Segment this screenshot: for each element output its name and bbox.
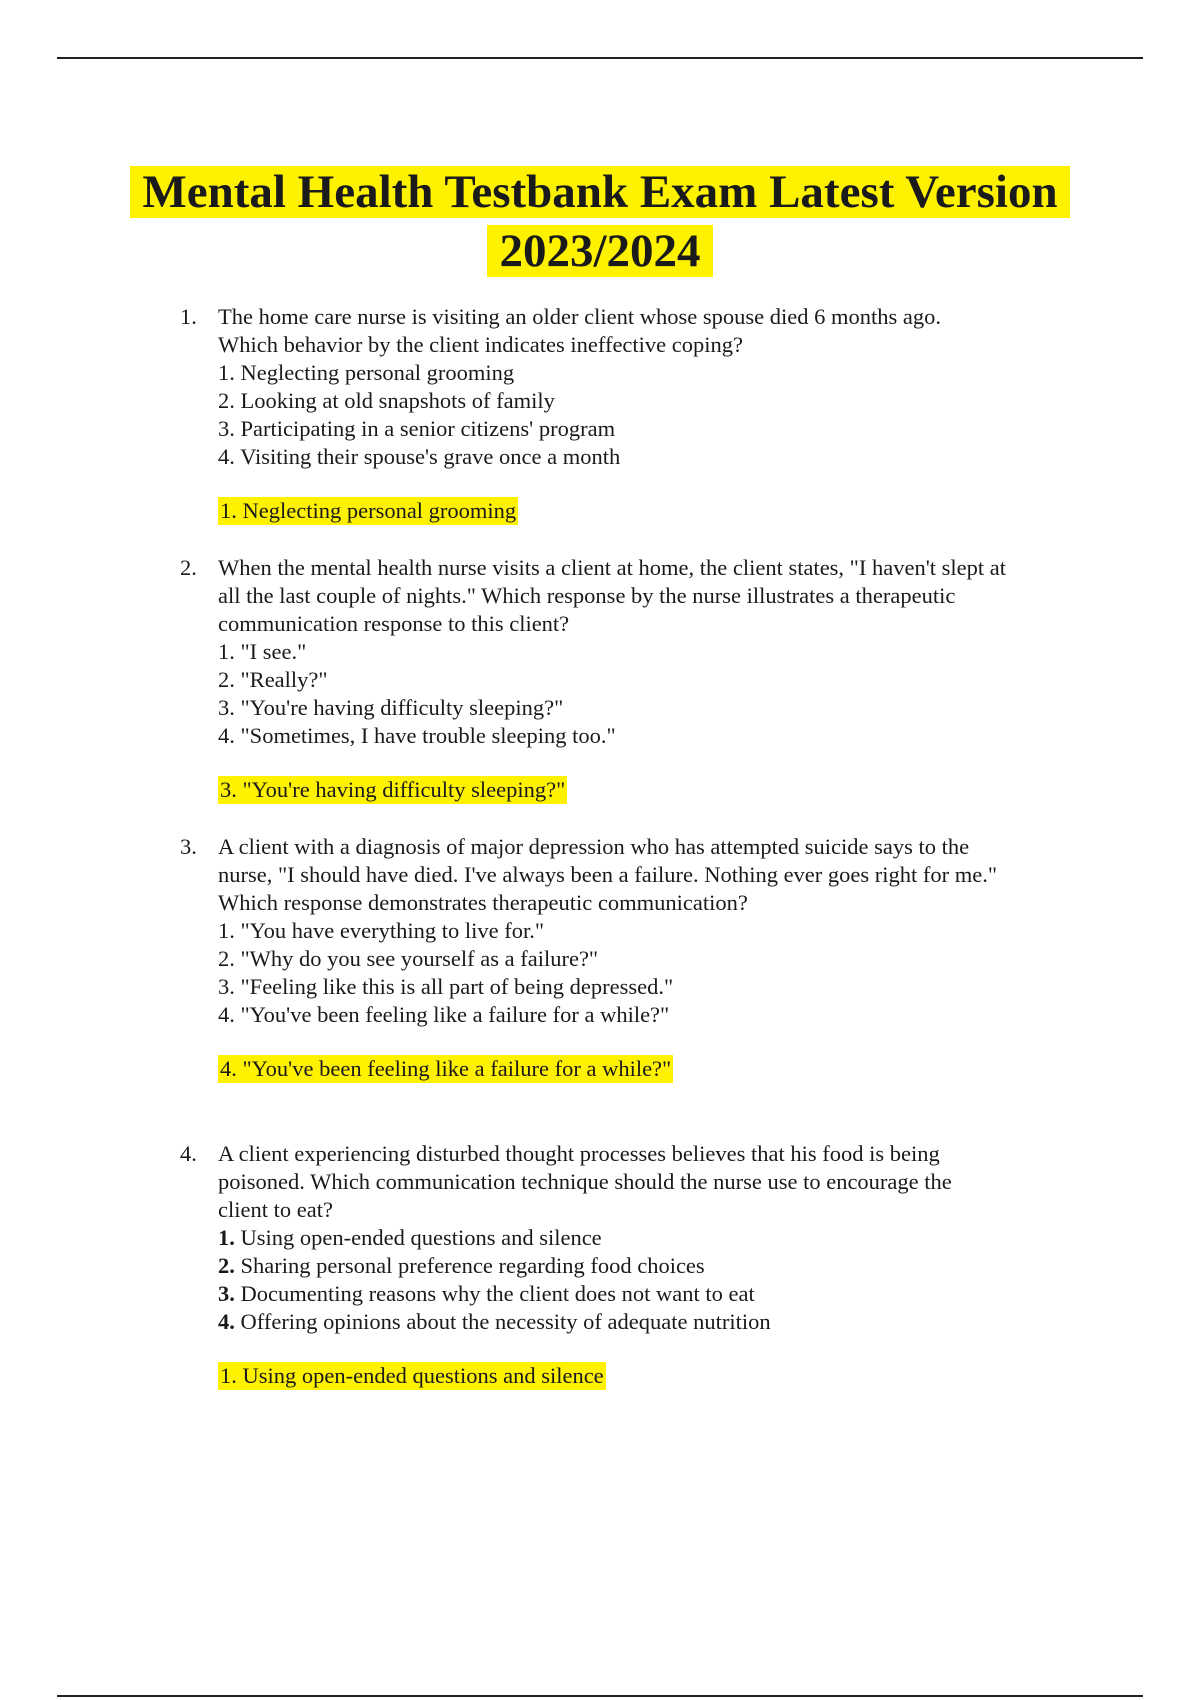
answer-option-3: 3. "You're having difficulty sleeping?" <box>218 695 564 720</box>
answer-option-2: 2. "Really?" <box>218 667 328 692</box>
question-stem-line: A client experiencing disturbed thought processes believes that his food is being <box>218 1141 940 1166</box>
question-stem-line: The home care nurse is visiting an older client whose spouse died 6 months ago. <box>218 304 941 329</box>
answer-option-3: 3. Documenting reasons why the client does not want to eat <box>218 1281 755 1306</box>
question-stem-line: When the mental health nurse visits a client at home, the client states, "I haven't slept at <box>218 555 1006 580</box>
page-title <box>0 163 1200 281</box>
question-number: 3. <box>180 834 197 859</box>
answer-option-4: 4. Visiting their spouse's grave once a month <box>218 444 621 469</box>
question-stem-line: client to eat? <box>218 1197 333 1222</box>
answer-option-1: 1. "You have everything to live for." <box>218 918 545 943</box>
answer-option-3: 3. "Feeling like this is all part of being depressed." <box>218 974 674 999</box>
correct-answer-highlight: 1. Neglecting personal grooming <box>220 498 517 523</box>
correct-answer-highlight: 4. "You've been feeling like a failure for a while?" <box>220 1056 672 1081</box>
question-stem-line: Which response demonstrates therapeutic communication? <box>218 890 748 915</box>
answer-option-4: 4. "You've been feeling like a failure for a while?" <box>218 1002 670 1027</box>
answer-option-2: 2. Looking at old snapshots of family <box>218 388 555 413</box>
question-number: 4. <box>180 1141 197 1166</box>
question-4 <box>180 1140 1070 1390</box>
question-stem-line: communication response to this client? <box>218 611 570 636</box>
correct-answer-highlight: 1. Using open-ended questions and silence <box>220 1363 604 1388</box>
bottom-rule <box>57 1695 1143 1697</box>
question-number: 1. <box>180 304 197 329</box>
answer-option-1: 1. Neglecting personal grooming <box>218 360 515 385</box>
answer-option-2: 2. "Why do you see yourself as a failure?" <box>218 946 599 971</box>
answer-option-4: 4. Offering opinions about the necessity of adequate nutrition <box>218 1309 771 1334</box>
question-3 <box>180 833 1070 1083</box>
page-title-line-1: Mental Health Testbank Exam Latest Version <box>130 166 1069 218</box>
question-stem-line: nurse, "I should have died. I've always been a failure. Nothing ever goes right for me." <box>218 862 998 887</box>
answer-option-1: 1. Using open-ended questions and silence <box>218 1225 602 1250</box>
question-number: 2. <box>180 555 197 580</box>
question-stem-line: A client with a diagnosis of major depression who has attempted suicide says to the <box>218 834 970 859</box>
top-rule <box>57 57 1143 59</box>
answer-option-4: 4. "Sometimes, I have trouble sleeping too." <box>218 723 616 748</box>
question-stem-line: poisoned. Which communication technique should the nurse use to encourage the <box>218 1169 952 1194</box>
answer-option-2: 2. Sharing personal preference regarding food choices <box>218 1253 705 1278</box>
answer-option-1: 1. "I see." <box>218 639 307 664</box>
question-stem-line: all the last couple of nights." Which response by the nurse illustrates a therapeutic <box>218 583 956 608</box>
question-2 <box>180 554 1070 804</box>
answer-option-3: 3. Participating in a senior citizens' program <box>218 416 616 441</box>
question-1 <box>180 303 1070 525</box>
question-stem-line: Which behavior by the client indicates ineffective coping? <box>218 332 744 357</box>
page-title-line-2: 2023/2024 <box>487 225 712 277</box>
correct-answer-highlight: 3. "You're having difficulty sleeping?" <box>220 777 566 802</box>
